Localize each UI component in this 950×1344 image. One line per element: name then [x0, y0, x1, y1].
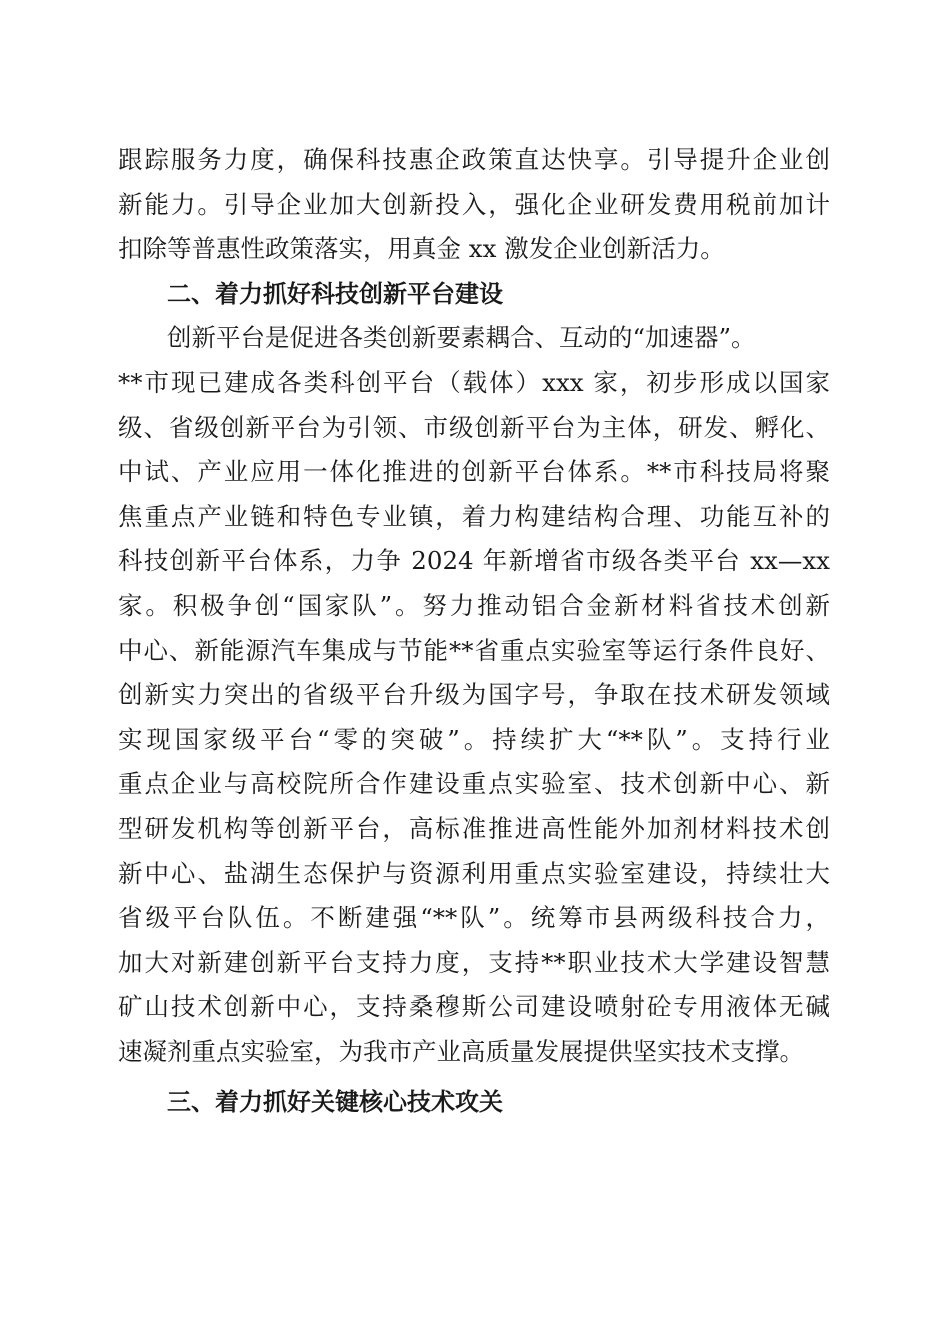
paragraph-line: 跟踪服务力度，确保科技惠企政策直达快享。引导提升企业创: [118, 145, 830, 174]
paragraph-line: **市现已建成各类科创平台（载体）xxx 家，初步形成以国家: [118, 367, 830, 397]
paragraph-line: 省级平台队伍。不断建强“**队”。统筹市县两级科技合力，: [118, 903, 830, 933]
paragraph-line: 矿山技术创新中心，支持桑穆斯公司建设喷射砼专用液体无碱: [118, 992, 830, 1022]
paragraph-line: 实现国家级平台“零的突破”。持续扩大“**队”。支持行业: [118, 724, 830, 754]
paragraph-line: 扣除等普惠性政策落实，用真金 xx 激发企业创新活力。: [118, 234, 725, 264]
paragraph-line: 新中心、盐湖生态保护与资源利用重点实验室建设，持续壮大: [118, 858, 830, 888]
document-body: [118, 138, 830, 1125]
paragraph-line: 重点企业与高校院所合作建设重点实验室、技术创新中心、新: [118, 769, 830, 799]
paragraph-line: 家。积极争创“国家队”。努力推动铝合金新材料省技术创新: [118, 590, 830, 620]
paragraph-line: 创新平台是促进各类创新要素耦合、互动的“加速器”。: [167, 323, 756, 353]
paragraph-line: 速凝剂重点实验室，为我市产业高质量发展提供坚实技术支撑。: [118, 1036, 804, 1066]
paragraph-line: 加大对新建创新平台支持力度，支持**职业技术大学建设智慧: [118, 947, 830, 977]
paragraph-line: 新能力。引导企业加大创新投入，强化企业研发费用税前加计: [118, 189, 830, 219]
paragraph-line: 焦重点产业链和特色专业镇，着力构建结构合理、功能互补的: [118, 501, 830, 531]
paragraph-line: 中试、产业应用一体化推进的创新平台体系。**市科技局将聚: [118, 457, 830, 487]
section-heading-2: 二、着力抓好科技创新平台建设: [167, 279, 503, 308]
paragraph-line: 创新实力突出的省级平台升级为国字号，争取在技术研发领域: [118, 680, 830, 710]
paragraph-line: 级、省级创新平台为引领、市级创新平台为主体，研发、孵化、: [118, 412, 830, 442]
paragraph-line: 型研发机构等创新平台，高标准推进高性能外加剂材料技术创: [118, 813, 830, 843]
section-heading-3: 三、着力抓好关键核心技术攻关: [167, 1088, 503, 1117]
paragraph-line: 科技创新平台体系，力争 2024 年新增省市级各类平台 xx—xx: [118, 546, 830, 576]
paragraph-line: 中心、新能源汽车集成与节能**省重点实验室等运行条件良好、: [118, 635, 830, 665]
